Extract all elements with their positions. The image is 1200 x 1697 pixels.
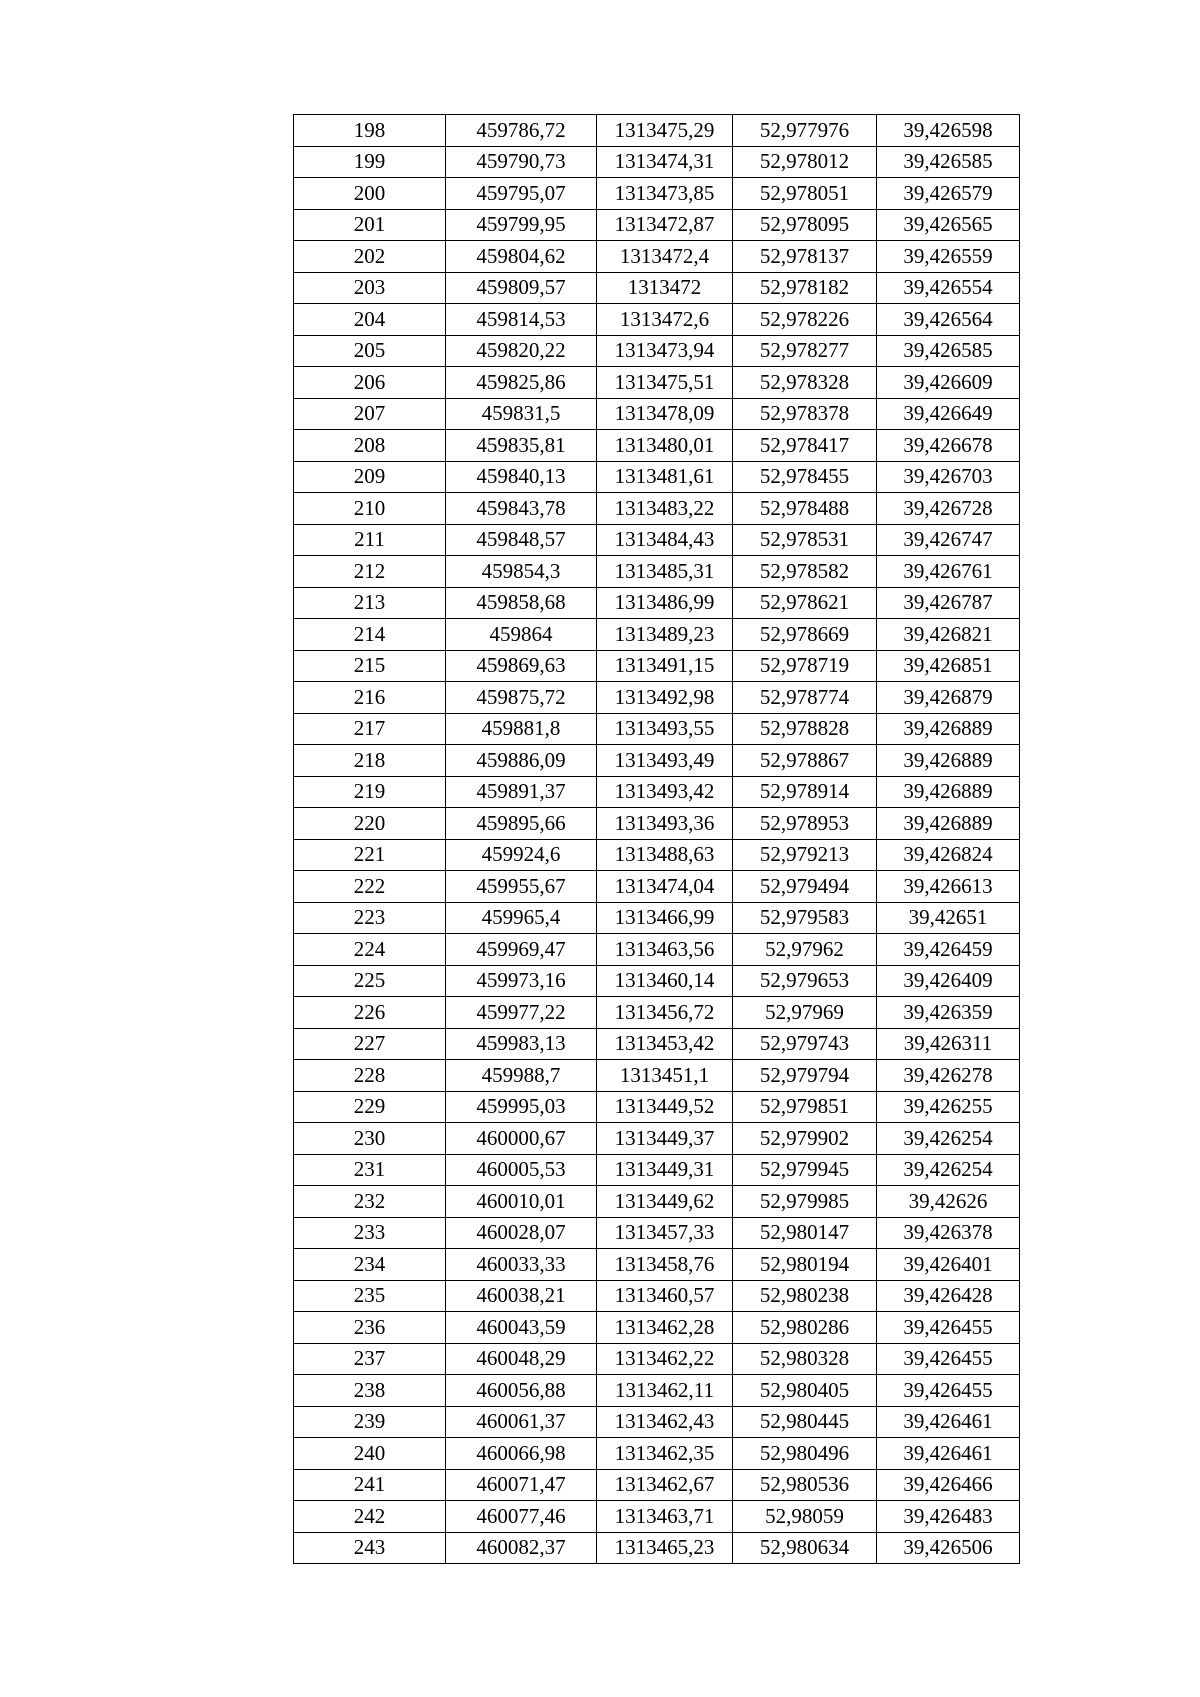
point-number-cell: 240: [294, 1438, 446, 1470]
y-coordinate-cell: 1313465,23: [597, 1532, 733, 1564]
table-row: [294, 1469, 1020, 1501]
x-coordinate-cell: 459814,53: [446, 304, 597, 336]
table-row: [294, 1123, 1020, 1155]
y-coordinate-cell: 1313458,76: [597, 1249, 733, 1281]
y-coordinate-cell: 1313474,31: [597, 146, 733, 178]
x-coordinate-cell: 460056,88: [446, 1375, 597, 1407]
y-coordinate-cell: 1313456,72: [597, 997, 733, 1029]
table-row: [294, 1249, 1020, 1281]
table-row: [294, 1501, 1020, 1533]
longitude-cell: 39,426254: [877, 1154, 1020, 1186]
longitude-cell: 39,426254: [877, 1123, 1020, 1155]
x-coordinate-cell: 459790,73: [446, 146, 597, 178]
y-coordinate-cell: 1313491,15: [597, 650, 733, 682]
y-coordinate-cell: 1313462,43: [597, 1406, 733, 1438]
y-coordinate-cell: 1313475,29: [597, 115, 733, 147]
x-coordinate-cell: 460048,29: [446, 1343, 597, 1375]
y-coordinate-cell: 1313449,31: [597, 1154, 733, 1186]
x-coordinate-cell: 459891,37: [446, 776, 597, 808]
table-row: [294, 1154, 1020, 1186]
x-coordinate-cell: 459895,66: [446, 808, 597, 840]
point-number-cell: 199: [294, 146, 446, 178]
y-coordinate-cell: 1313483,22: [597, 493, 733, 525]
table-row: [294, 682, 1020, 714]
table-row: [294, 241, 1020, 273]
y-coordinate-cell: 1313484,43: [597, 524, 733, 556]
longitude-cell: 39,426613: [877, 871, 1020, 903]
point-number-cell: 236: [294, 1312, 446, 1344]
x-coordinate-cell: 460066,98: [446, 1438, 597, 1470]
latitude-cell: 52,978867: [733, 745, 877, 777]
longitude-cell: 39,426359: [877, 997, 1020, 1029]
x-coordinate-cell: 459977,22: [446, 997, 597, 1029]
y-coordinate-cell: 1313462,67: [597, 1469, 733, 1501]
latitude-cell: 52,978012: [733, 146, 877, 178]
table-row: [294, 1060, 1020, 1092]
table-row: [294, 115, 1020, 147]
point-number-cell: 217: [294, 713, 446, 745]
latitude-cell: 52,978182: [733, 272, 877, 304]
table-row: [294, 902, 1020, 934]
table-row: [294, 1217, 1020, 1249]
x-coordinate-cell: 459973,16: [446, 965, 597, 997]
latitude-cell: 52,978378: [733, 398, 877, 430]
latitude-cell: 52,978226: [733, 304, 877, 336]
longitude-cell: 39,426585: [877, 335, 1020, 367]
point-number-cell: 219: [294, 776, 446, 808]
x-coordinate-cell: 459875,72: [446, 682, 597, 714]
table-row: [294, 1343, 1020, 1375]
point-number-cell: 200: [294, 178, 446, 210]
x-coordinate-cell: 460028,07: [446, 1217, 597, 1249]
y-coordinate-cell: 1313472: [597, 272, 733, 304]
latitude-cell: 52,978531: [733, 524, 877, 556]
point-number-cell: 227: [294, 1028, 446, 1060]
point-number-cell: 214: [294, 619, 446, 651]
point-number-cell: 241: [294, 1469, 446, 1501]
point-number-cell: 213: [294, 587, 446, 619]
table-row: [294, 587, 1020, 619]
x-coordinate-cell: 459843,78: [446, 493, 597, 525]
coordinates-table: [293, 114, 1020, 1564]
point-number-cell: 220: [294, 808, 446, 840]
latitude-cell: 52,980147: [733, 1217, 877, 1249]
longitude-cell: 39,426565: [877, 209, 1020, 241]
longitude-cell: 39,426879: [877, 682, 1020, 714]
longitude-cell: 39,426255: [877, 1091, 1020, 1123]
point-number-cell: 239: [294, 1406, 446, 1438]
table-row: [294, 1028, 1020, 1060]
longitude-cell: 39,426455: [877, 1375, 1020, 1407]
longitude-cell: 39,426889: [877, 713, 1020, 745]
point-number-cell: 202: [294, 241, 446, 273]
point-number-cell: 229: [294, 1091, 446, 1123]
point-number-cell: 198: [294, 115, 446, 147]
latitude-cell: 52,978914: [733, 776, 877, 808]
x-coordinate-cell: 460043,59: [446, 1312, 597, 1344]
latitude-cell: 52,979794: [733, 1060, 877, 1092]
x-coordinate-cell: 459786,72: [446, 115, 597, 147]
longitude-cell: 39,426824: [877, 839, 1020, 871]
x-coordinate-cell: 459835,81: [446, 430, 597, 462]
y-coordinate-cell: 1313485,31: [597, 556, 733, 588]
latitude-cell: 52,979902: [733, 1123, 877, 1155]
x-coordinate-cell: 459825,86: [446, 367, 597, 399]
y-coordinate-cell: 1313451,1: [597, 1060, 733, 1092]
x-coordinate-cell: 459988,7: [446, 1060, 597, 1092]
longitude-cell: 39,426311: [877, 1028, 1020, 1060]
latitude-cell: 52,978095: [733, 209, 877, 241]
point-number-cell: 238: [294, 1375, 446, 1407]
table-row: [294, 398, 1020, 430]
longitude-cell: 39,426455: [877, 1343, 1020, 1375]
point-number-cell: 207: [294, 398, 446, 430]
x-coordinate-cell: 459924,6: [446, 839, 597, 871]
latitude-cell: 52,97962: [733, 934, 877, 966]
longitude-cell: 39,426378: [877, 1217, 1020, 1249]
latitude-cell: 52,979851: [733, 1091, 877, 1123]
point-number-cell: 204: [294, 304, 446, 336]
latitude-cell: 52,978953: [733, 808, 877, 840]
longitude-cell: 39,426564: [877, 304, 1020, 336]
y-coordinate-cell: 1313462,11: [597, 1375, 733, 1407]
point-number-cell: 206: [294, 367, 446, 399]
longitude-cell: 39,426821: [877, 619, 1020, 651]
x-coordinate-cell: 460071,47: [446, 1469, 597, 1501]
y-coordinate-cell: 1313475,51: [597, 367, 733, 399]
point-number-cell: 231: [294, 1154, 446, 1186]
table-row: [294, 1532, 1020, 1564]
latitude-cell: 52,979985: [733, 1186, 877, 1218]
y-coordinate-cell: 1313460,14: [597, 965, 733, 997]
point-number-cell: 230: [294, 1123, 446, 1155]
latitude-cell: 52,979653: [733, 965, 877, 997]
point-number-cell: 221: [294, 839, 446, 871]
coordinates-table-body: [294, 115, 1020, 1564]
point-number-cell: 218: [294, 745, 446, 777]
latitude-cell: 52,980238: [733, 1280, 877, 1312]
y-coordinate-cell: 1313473,94: [597, 335, 733, 367]
x-coordinate-cell: 459995,03: [446, 1091, 597, 1123]
y-coordinate-cell: 1313449,37: [597, 1123, 733, 1155]
point-number-cell: 243: [294, 1532, 446, 1564]
x-coordinate-cell: 459969,47: [446, 934, 597, 966]
latitude-cell: 52,980328: [733, 1343, 877, 1375]
table-row: [294, 209, 1020, 241]
point-number-cell: 225: [294, 965, 446, 997]
x-coordinate-cell: 459840,13: [446, 461, 597, 493]
table-row: [294, 1091, 1020, 1123]
x-coordinate-cell: 460000,67: [446, 1123, 597, 1155]
x-coordinate-cell: 459820,22: [446, 335, 597, 367]
x-coordinate-cell: 459854,3: [446, 556, 597, 588]
x-coordinate-cell: 459965,4: [446, 902, 597, 934]
latitude-cell: 52,979213: [733, 839, 877, 871]
longitude-cell: 39,426728: [877, 493, 1020, 525]
longitude-cell: 39,426678: [877, 430, 1020, 462]
y-coordinate-cell: 1313493,42: [597, 776, 733, 808]
table-row: [294, 1375, 1020, 1407]
latitude-cell: 52,980405: [733, 1375, 877, 1407]
longitude-cell: 39,426278: [877, 1060, 1020, 1092]
y-coordinate-cell: 1313449,62: [597, 1186, 733, 1218]
point-number-cell: 211: [294, 524, 446, 556]
longitude-cell: 39,426598: [877, 115, 1020, 147]
latitude-cell: 52,978455: [733, 461, 877, 493]
longitude-cell: 39,426461: [877, 1438, 1020, 1470]
latitude-cell: 52,978669: [733, 619, 877, 651]
table-row: [294, 808, 1020, 840]
y-coordinate-cell: 1313489,23: [597, 619, 733, 651]
table-row: [294, 965, 1020, 997]
point-number-cell: 228: [294, 1060, 446, 1092]
point-number-cell: 242: [294, 1501, 446, 1533]
x-coordinate-cell: 459804,62: [446, 241, 597, 273]
table-row: [294, 556, 1020, 588]
x-coordinate-cell: 459983,13: [446, 1028, 597, 1060]
longitude-cell: 39,426483: [877, 1501, 1020, 1533]
table-row: [294, 272, 1020, 304]
x-coordinate-cell: 459848,57: [446, 524, 597, 556]
y-coordinate-cell: 1313473,85: [597, 178, 733, 210]
table-row: [294, 839, 1020, 871]
y-coordinate-cell: 1313462,22: [597, 1343, 733, 1375]
table-row: [294, 745, 1020, 777]
y-coordinate-cell: 1313493,49: [597, 745, 733, 777]
y-coordinate-cell: 1313493,36: [597, 808, 733, 840]
point-number-cell: 203: [294, 272, 446, 304]
longitude-cell: 39,426559: [877, 241, 1020, 273]
x-coordinate-cell: 459809,57: [446, 272, 597, 304]
longitude-cell: 39,426761: [877, 556, 1020, 588]
point-number-cell: 223: [294, 902, 446, 934]
x-coordinate-cell: 460082,37: [446, 1532, 597, 1564]
point-number-cell: 222: [294, 871, 446, 903]
latitude-cell: 52,978828: [733, 713, 877, 745]
y-coordinate-cell: 1313478,09: [597, 398, 733, 430]
longitude-cell: 39,426585: [877, 146, 1020, 178]
table-row: [294, 619, 1020, 651]
table-row: [294, 1280, 1020, 1312]
y-coordinate-cell: 1313460,57: [597, 1280, 733, 1312]
latitude-cell: 52,979945: [733, 1154, 877, 1186]
table-row: [294, 367, 1020, 399]
x-coordinate-cell: 460005,53: [446, 1154, 597, 1186]
x-coordinate-cell: 460033,33: [446, 1249, 597, 1281]
point-number-cell: 205: [294, 335, 446, 367]
latitude-cell: 52,979494: [733, 871, 877, 903]
longitude-cell: 39,426889: [877, 776, 1020, 808]
table-row: [294, 1186, 1020, 1218]
latitude-cell: 52,979583: [733, 902, 877, 934]
y-coordinate-cell: 1313457,33: [597, 1217, 733, 1249]
x-coordinate-cell: 460010,01: [446, 1186, 597, 1218]
x-coordinate-cell: 460061,37: [446, 1406, 597, 1438]
x-coordinate-cell: 459881,8: [446, 713, 597, 745]
longitude-cell: 39,426506: [877, 1532, 1020, 1564]
table-row: [294, 871, 1020, 903]
x-coordinate-cell: 460038,21: [446, 1280, 597, 1312]
longitude-cell: 39,426703: [877, 461, 1020, 493]
y-coordinate-cell: 1313462,28: [597, 1312, 733, 1344]
latitude-cell: 52,980634: [733, 1532, 877, 1564]
x-coordinate-cell: 459858,68: [446, 587, 597, 619]
latitude-cell: 52,980496: [733, 1438, 877, 1470]
x-coordinate-cell: 459799,95: [446, 209, 597, 241]
point-number-cell: 215: [294, 650, 446, 682]
table-row: [294, 335, 1020, 367]
longitude-cell: 39,426459: [877, 934, 1020, 966]
point-number-cell: 235: [294, 1280, 446, 1312]
latitude-cell: 52,978137: [733, 241, 877, 273]
latitude-cell: 52,978051: [733, 178, 877, 210]
longitude-cell: 39,426851: [877, 650, 1020, 682]
table-row: [294, 650, 1020, 682]
y-coordinate-cell: 1313462,35: [597, 1438, 733, 1470]
point-number-cell: 233: [294, 1217, 446, 1249]
point-number-cell: 216: [294, 682, 446, 714]
y-coordinate-cell: 1313486,99: [597, 587, 733, 619]
longitude-cell: 39,426409: [877, 965, 1020, 997]
y-coordinate-cell: 1313480,01: [597, 430, 733, 462]
point-number-cell: 226: [294, 997, 446, 1029]
longitude-cell: 39,426461: [877, 1406, 1020, 1438]
x-coordinate-cell: 459795,07: [446, 178, 597, 210]
longitude-cell: 39,42651: [877, 902, 1020, 934]
latitude-cell: 52,97969: [733, 997, 877, 1029]
y-coordinate-cell: 1313488,63: [597, 839, 733, 871]
x-coordinate-cell: 459886,09: [446, 745, 597, 777]
table-row: [294, 461, 1020, 493]
latitude-cell: 52,980536: [733, 1469, 877, 1501]
longitude-cell: 39,42626: [877, 1186, 1020, 1218]
y-coordinate-cell: 1313472,6: [597, 304, 733, 336]
latitude-cell: 52,978488: [733, 493, 877, 525]
y-coordinate-cell: 1313492,98: [597, 682, 733, 714]
point-number-cell: 201: [294, 209, 446, 241]
table-row: [294, 146, 1020, 178]
y-coordinate-cell: 1313481,61: [597, 461, 733, 493]
table-row: [294, 524, 1020, 556]
latitude-cell: 52,978719: [733, 650, 877, 682]
y-coordinate-cell: 1313463,71: [597, 1501, 733, 1533]
point-number-cell: 209: [294, 461, 446, 493]
table-row: [294, 430, 1020, 462]
longitude-cell: 39,426889: [877, 808, 1020, 840]
x-coordinate-cell: 460077,46: [446, 1501, 597, 1533]
latitude-cell: 52,978417: [733, 430, 877, 462]
latitude-cell: 52,979743: [733, 1028, 877, 1060]
longitude-cell: 39,426787: [877, 587, 1020, 619]
point-number-cell: 224: [294, 934, 446, 966]
y-coordinate-cell: 1313449,52: [597, 1091, 733, 1123]
table-row: [294, 776, 1020, 808]
y-coordinate-cell: 1313472,4: [597, 241, 733, 273]
longitude-cell: 39,426554: [877, 272, 1020, 304]
latitude-cell: 52,978621: [733, 587, 877, 619]
x-coordinate-cell: 459869,63: [446, 650, 597, 682]
longitude-cell: 39,426428: [877, 1280, 1020, 1312]
longitude-cell: 39,426747: [877, 524, 1020, 556]
point-number-cell: 212: [294, 556, 446, 588]
latitude-cell: 52,978582: [733, 556, 877, 588]
table-row: [294, 178, 1020, 210]
table-row: [294, 1406, 1020, 1438]
x-coordinate-cell: 459831,5: [446, 398, 597, 430]
latitude-cell: 52,978328: [733, 367, 877, 399]
longitude-cell: 39,426609: [877, 367, 1020, 399]
longitude-cell: 39,426649: [877, 398, 1020, 430]
longitude-cell: 39,426401: [877, 1249, 1020, 1281]
longitude-cell: 39,426455: [877, 1312, 1020, 1344]
y-coordinate-cell: 1313463,56: [597, 934, 733, 966]
latitude-cell: 52,978774: [733, 682, 877, 714]
table-row: [294, 997, 1020, 1029]
table-row: [294, 934, 1020, 966]
x-coordinate-cell: 459864: [446, 619, 597, 651]
point-number-cell: 237: [294, 1343, 446, 1375]
y-coordinate-cell: 1313453,42: [597, 1028, 733, 1060]
point-number-cell: 210: [294, 493, 446, 525]
latitude-cell: 52,980194: [733, 1249, 877, 1281]
point-number-cell: 232: [294, 1186, 446, 1218]
table-row: [294, 1438, 1020, 1470]
table-row: [294, 304, 1020, 336]
table-row: [294, 713, 1020, 745]
latitude-cell: 52,977976: [733, 115, 877, 147]
y-coordinate-cell: 1313472,87: [597, 209, 733, 241]
x-coordinate-cell: 459955,67: [446, 871, 597, 903]
y-coordinate-cell: 1313474,04: [597, 871, 733, 903]
y-coordinate-cell: 1313493,55: [597, 713, 733, 745]
latitude-cell: 52,980445: [733, 1406, 877, 1438]
point-number-cell: 208: [294, 430, 446, 462]
longitude-cell: 39,426579: [877, 178, 1020, 210]
latitude-cell: 52,980286: [733, 1312, 877, 1344]
longitude-cell: 39,426466: [877, 1469, 1020, 1501]
longitude-cell: 39,426889: [877, 745, 1020, 777]
latitude-cell: 52,98059: [733, 1501, 877, 1533]
table-row: [294, 493, 1020, 525]
y-coordinate-cell: 1313466,99: [597, 902, 733, 934]
table-row: [294, 1312, 1020, 1344]
point-number-cell: 234: [294, 1249, 446, 1281]
latitude-cell: 52,978277: [733, 335, 877, 367]
